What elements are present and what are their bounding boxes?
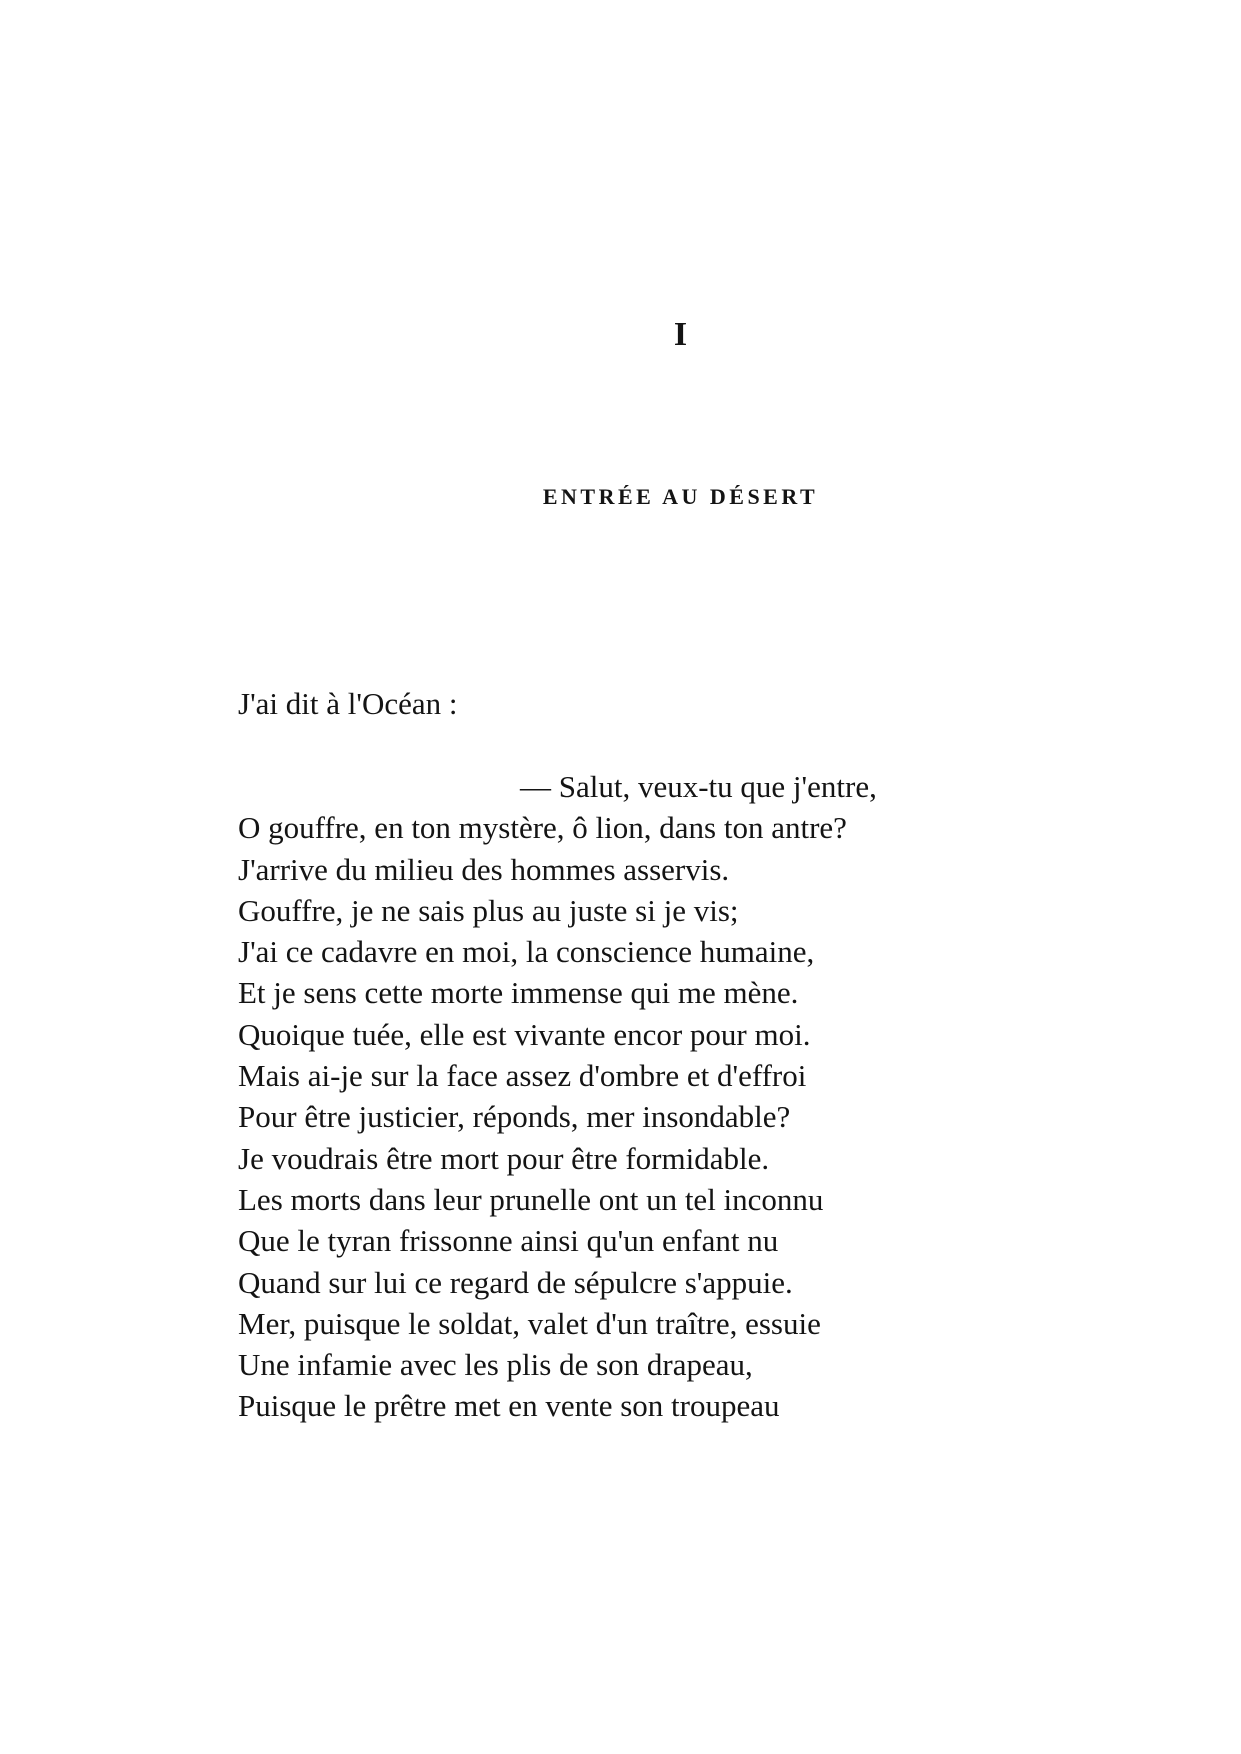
verse-line: Pour être justicier, réponds, mer insondable? [238, 1099, 791, 1135]
verse-line: Je voudrais être mort pour être formidable. [238, 1140, 770, 1176]
verse-line: Quoique tuée, elle est vivante encor pour moi. [238, 1016, 811, 1052]
verse-line: Que le tyran frissonne ainsi qu'un enfant nu [238, 1223, 779, 1259]
verse-line: Mer, puisque le soldat, valet d'un traître, essuie [238, 1305, 821, 1341]
verse-line: Puisque le prêtre met en vente son troupeau [238, 1388, 780, 1424]
verse-line: Mais ai-je sur la face assez d'ombre et d'effroi [238, 1058, 807, 1094]
poem-verse [238, 766, 877, 1427]
verse-line: — Salut, veux-tu que j'entre, [520, 769, 877, 804]
verse-line: Gouffre, je ne sais plus au juste si je vis; [238, 892, 739, 928]
verse-line: O gouffre, en ton mystère, ô lion, dans ton antre? [238, 810, 847, 846]
poem-opening-line: J'ai dit à l'Océan : [238, 686, 458, 721]
verse-line: J'arrive du milieu des hommes asservis. [238, 851, 730, 887]
verse-line: Les morts dans leur prunelle ont un tel inconnu [238, 1181, 824, 1217]
verse-line: J'ai ce cadavre en moi, la conscience humaine, [238, 934, 815, 970]
verse-line: Et je sens cette morte immense qui me mène. [238, 975, 799, 1011]
verse-line: Une infamie avec les plis de son drapeau, [238, 1347, 753, 1383]
section-number: I [673, 316, 688, 353]
verse-line: Quand sur lui ce regard de sépulcre s'appuie. [238, 1264, 793, 1300]
section-title: ENTRÉE AU DÉSERT [542, 484, 819, 509]
